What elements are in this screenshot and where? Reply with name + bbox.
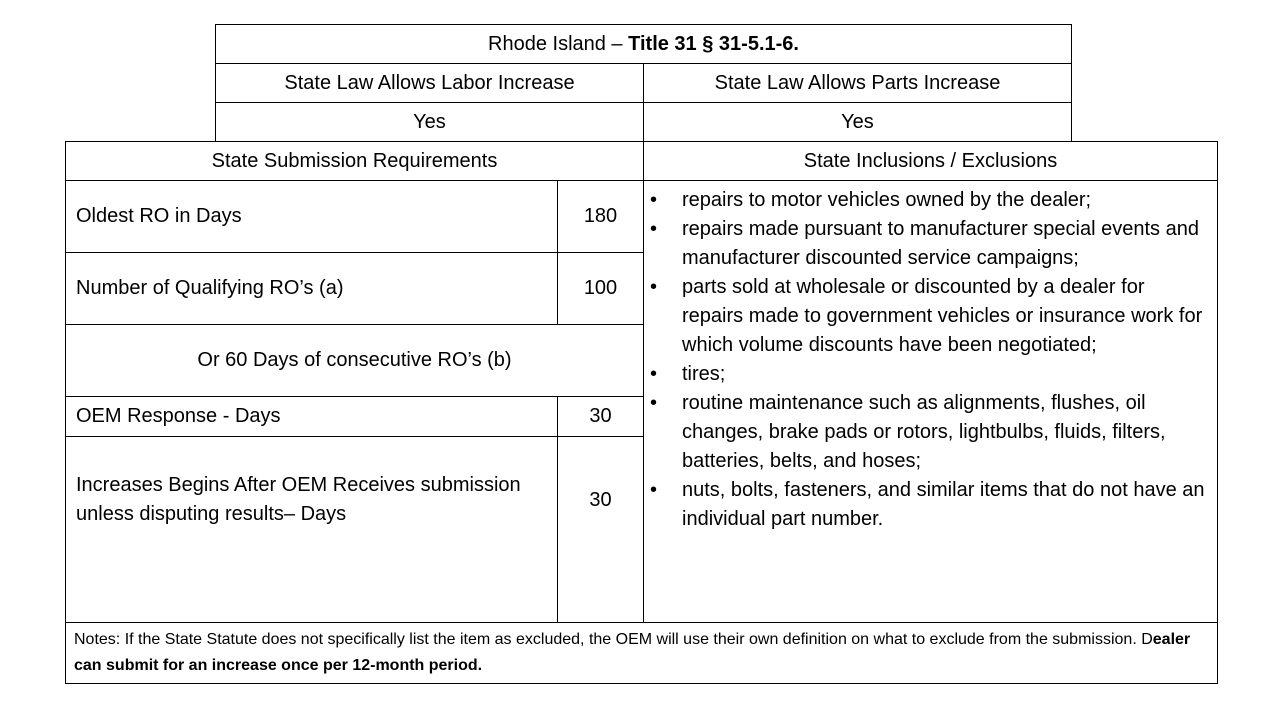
list-item: • repairs to motor vehicles owned by the dealer; bbox=[650, 186, 1210, 215]
list-item: • parts sold at wholesale or discounted by a dealer for repairs made to government vehicles or insurance work for which volume discounts have been negotiated; bbox=[650, 273, 1210, 360]
list-item: • repairs made pursuant to manufacturer special events and manufacturer discounted service campaigns; bbox=[650, 215, 1210, 273]
notes-cell bbox=[74, 627, 1212, 679]
row-oem-response-value: 30 bbox=[589, 405, 612, 427]
row-consecutive-ros: Or 60 Days of consecutive RO’s (b) bbox=[197, 349, 512, 371]
row-oem-response-label: OEM Response - Days bbox=[76, 405, 281, 427]
list-item: • tires; bbox=[650, 360, 1210, 389]
row-increase-begins-value: 30 bbox=[589, 488, 612, 511]
labor-increase-label: State Law Allows Labor Increase bbox=[284, 71, 575, 94]
row-oldest-ro-label: Oldest RO in Days bbox=[76, 205, 242, 227]
list-item: • nuts, bolts, fasteners, and similar items that do not have an individual part number. bbox=[650, 476, 1210, 534]
labor-increase-value: Yes bbox=[413, 110, 446, 133]
row-qualifying-ros-value: 100 bbox=[583, 277, 618, 299]
row-increase-begins-text: Increases Begins After OEM Receives submission unless disputing results– Days bbox=[76, 474, 521, 525]
list-item: • routine maintenance such as alignments, flushes, oil changes, brake pads or rotors, lightbulbs, fluids, filters, batteries, belts, and hoses; bbox=[650, 389, 1210, 476]
statute-title bbox=[216, 25, 1071, 63]
statute-citation: Title 31 § 31-5.1-6. bbox=[628, 32, 799, 55]
row-qualifying-ros-label: Number of Qualifying RO’s (a) bbox=[76, 277, 344, 299]
row-oldest-ro-value: 180 bbox=[583, 205, 618, 227]
row-increase-begins-label bbox=[66, 437, 557, 563]
notes-text: Notes: If the State Statute does not specifically list the item as excluded, the OEM will use their own definition on what to exclude from the submission. D bbox=[74, 631, 1153, 648]
state-name: Rhode Island – bbox=[488, 32, 629, 55]
parts-increase-value: Yes bbox=[841, 110, 874, 133]
inclusions-list bbox=[650, 186, 1210, 534]
parts-increase-label: State Law Allows Parts Increase bbox=[714, 71, 1001, 94]
submission-requirements-heading: State Submission Requirements bbox=[211, 149, 498, 172]
notes-bold-text: ealer can submit for an increase once per 12-month period. bbox=[74, 631, 1191, 674]
inclusions-exclusions-heading: State Inclusions / Exclusions bbox=[803, 149, 1058, 172]
inclusions-list-cell bbox=[650, 186, 1210, 534]
